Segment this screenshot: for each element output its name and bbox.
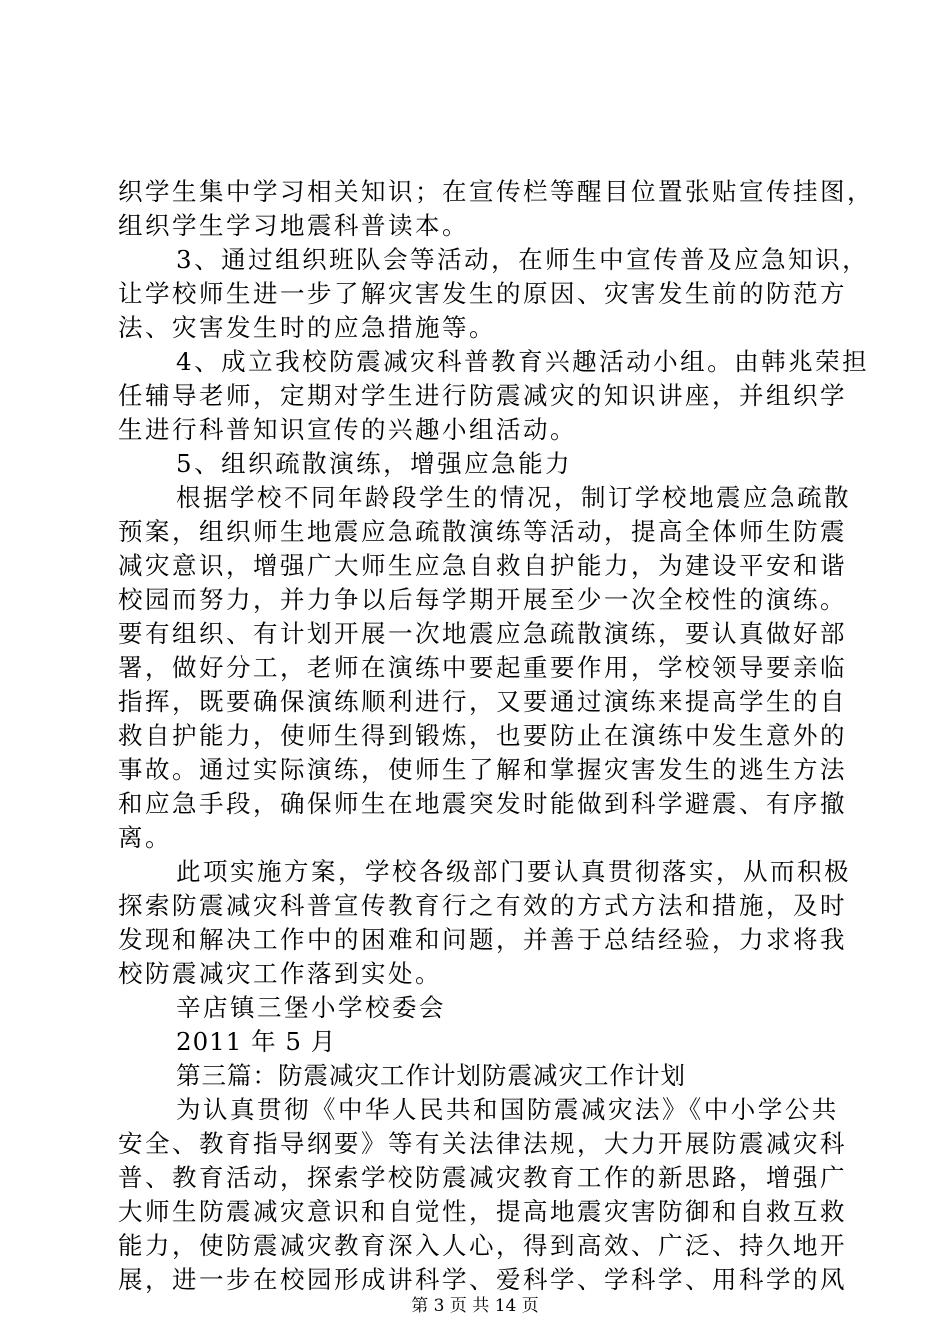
page-footer: 第 3 页 共 14 页 xyxy=(411,1296,539,1316)
text-line: 探索防震减灾科普宣传教育行之有效的方式方法和措施，及时 xyxy=(118,891,847,920)
text-line: 让学校师生进一步了解灾害发生的原因、灾害发生前的防范方 xyxy=(118,279,847,308)
text-line: 和应急手段，确保师生在地震突发时能做到科学避震、有序撤 xyxy=(118,789,847,818)
text-line: 任辅导老师，定期对学生进行防震减灾的知识讲座，并组织学 xyxy=(118,381,847,410)
text-line: 组织学生学习地震科普读本。 xyxy=(118,211,469,240)
text-line: 法、灾害发生时的应急措施等。 xyxy=(118,313,496,342)
text-line: 织学生集中学习相关知识；在宣传栏等醒目位置张贴宣传挂图， xyxy=(118,177,874,206)
text-line: 指挥，既要确保演练顺利进行，又要通过演练来提高学生的自 xyxy=(118,687,847,716)
text-line: 离。 xyxy=(118,823,172,852)
signature-date: 2011 年 5 月 xyxy=(176,1027,337,1056)
text-line: 预案，组织师生地震应急疏散演练等活动，提高全体师生防震 xyxy=(118,517,847,546)
text-line: 生进行科普知识宣传的兴趣小组活动。 xyxy=(118,415,577,444)
text-line: 安全、教育指导纲要》等有关法律法规，大力开展防震减灾科 xyxy=(118,1129,847,1158)
text-line: 署，做好分工，老师在演练中要起重要作用，学校领导要亲临 xyxy=(118,653,847,682)
text-line: 根据学校不同年龄段学生的情况，制订学校地震应急疏散 xyxy=(176,483,851,512)
text-line: 校园而努力，并力争以后每学期开展至少一次全校性的演练。 xyxy=(118,585,847,614)
text-line: 能力，使防震减灾教育深入人心，得到高效、广泛、持久地开 xyxy=(118,1231,847,1260)
text-line: 发现和解决工作中的困难和问题，并善于总结经验，力求将我 xyxy=(118,925,847,954)
text-line: 3、通过组织班队会等活动，在师生中宣传普及应急知识， xyxy=(176,245,870,274)
section-heading: 5、组织疏散演练，增强应急能力 xyxy=(176,449,573,478)
text-line: 为认真贯彻《中华人民共和国防震减灾法》《中小学公共 xyxy=(176,1095,839,1124)
text-line: 大师生防震减灾意识和自觉性，提高地震灾害防御和自救互救 xyxy=(118,1197,847,1226)
chapter-title: 第三篇：防震减灾工作计划防震减灾工作计划 xyxy=(176,1061,686,1090)
text-line: 此项实施方案，学校各级部门要认真贯彻落实，从而积极 xyxy=(176,857,851,886)
text-line: 事故。通过实际演练，使师生了解和掌握灾害发生的逃生方法 xyxy=(118,755,847,784)
text-line: 展，进一步在校园形成讲科学、爱科学、学科学、用科学的风 xyxy=(118,1265,847,1294)
text-line: 4、成立我校防震减灾科普教育兴趣活动小组。由韩兆荣担 xyxy=(176,347,870,376)
signature-org: 辛店镇三堡小学校委会 xyxy=(176,993,446,1022)
text-line: 要有组织、有计划开展一次地震应急疏散演练，要认真做好部 xyxy=(118,619,847,648)
text-line: 救自护能力，使师生得到锻炼，也要防止在演练中发生意外的 xyxy=(118,721,847,750)
text-line: 校防震减灾工作落到实处。 xyxy=(118,959,442,988)
text-line: 普、教育活动，探索学校防震减灾教育工作的新思路，增强广 xyxy=(118,1163,847,1192)
text-line: 减灾意识，增强广大师生应急自救自护能力，为建设平安和谐 xyxy=(118,551,847,580)
